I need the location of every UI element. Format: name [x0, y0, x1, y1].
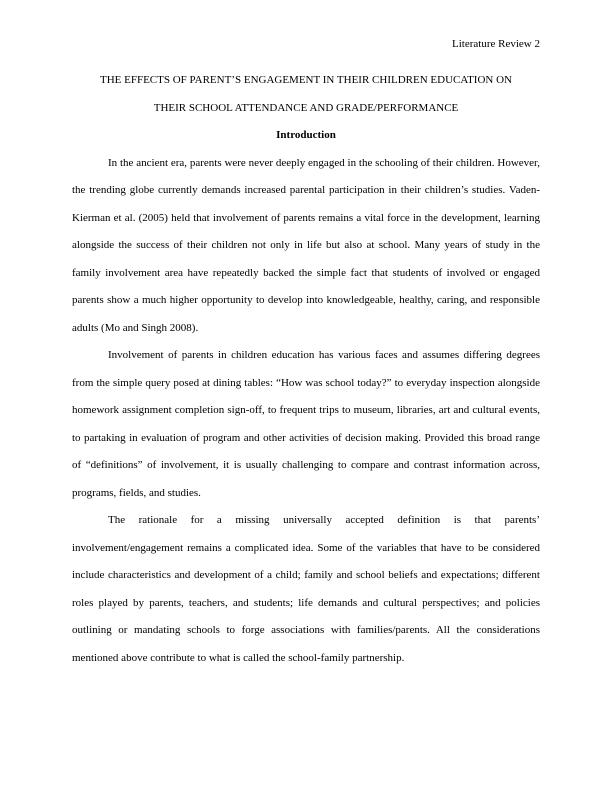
title-line-1: THE EFFECTS OF PARENT’S ENGAGEMENT IN THEIR CHILDREN EDUCATION ON [100, 74, 512, 86]
document-body [72, 67, 540, 672]
paragraph-1: In the ancient era, parents were never deeply engaged in the schooling of their children. However, the trending globe currently demands increased parental participation in their children’s studies. Vaden-Kierman et al. (2005) held that involvement of parents remains a vital force in the development, learning alongside the success of their children not only in life but also at school. Many years of study in the family involvement area have repeatedly backed the simple fact that students of involved or engaged parents show a much higher opportunity to develop into knowledgeable, healthy, caring, and responsible adults (Mo and Singh 2008). [72, 156, 540, 334]
paragraph-2: Involvement of parents in children education has various faces and assumes differing degrees from the simple query posed at dining tables: “How was school today?” to everyday inspection alongside homework assignment completion sign-off, to frequent trips to museum, libraries, art and cultural events, to partaking in evaluation of program and other activities of decision making. Provided this broad range of “definitions” of involvement, it is usually challenging to compare and contrast information across, programs, fields, and studies. [72, 349, 540, 499]
running-head: Literature Review 2 [452, 38, 540, 50]
paragraph-3: The rationale for a missing universally accepted definition is that parents’ involvement/engagement remains a complicated idea. Some of the variables that have to be considered include characteristics and development of a child; family and school beliefs and expectations; different roles played by parents, teachers, and students; life demands and cultural perspectives; and policies outlining or mandating schools to forge associations with families/parents. All the considerations mentioned above contribute to what is called the school-family partnership. [72, 514, 540, 664]
title-line-2: THEIR SCHOOL ATTENDANCE AND GRADE/PERFORMANCE [153, 101, 459, 114]
section-heading: Introduction [276, 129, 336, 141]
